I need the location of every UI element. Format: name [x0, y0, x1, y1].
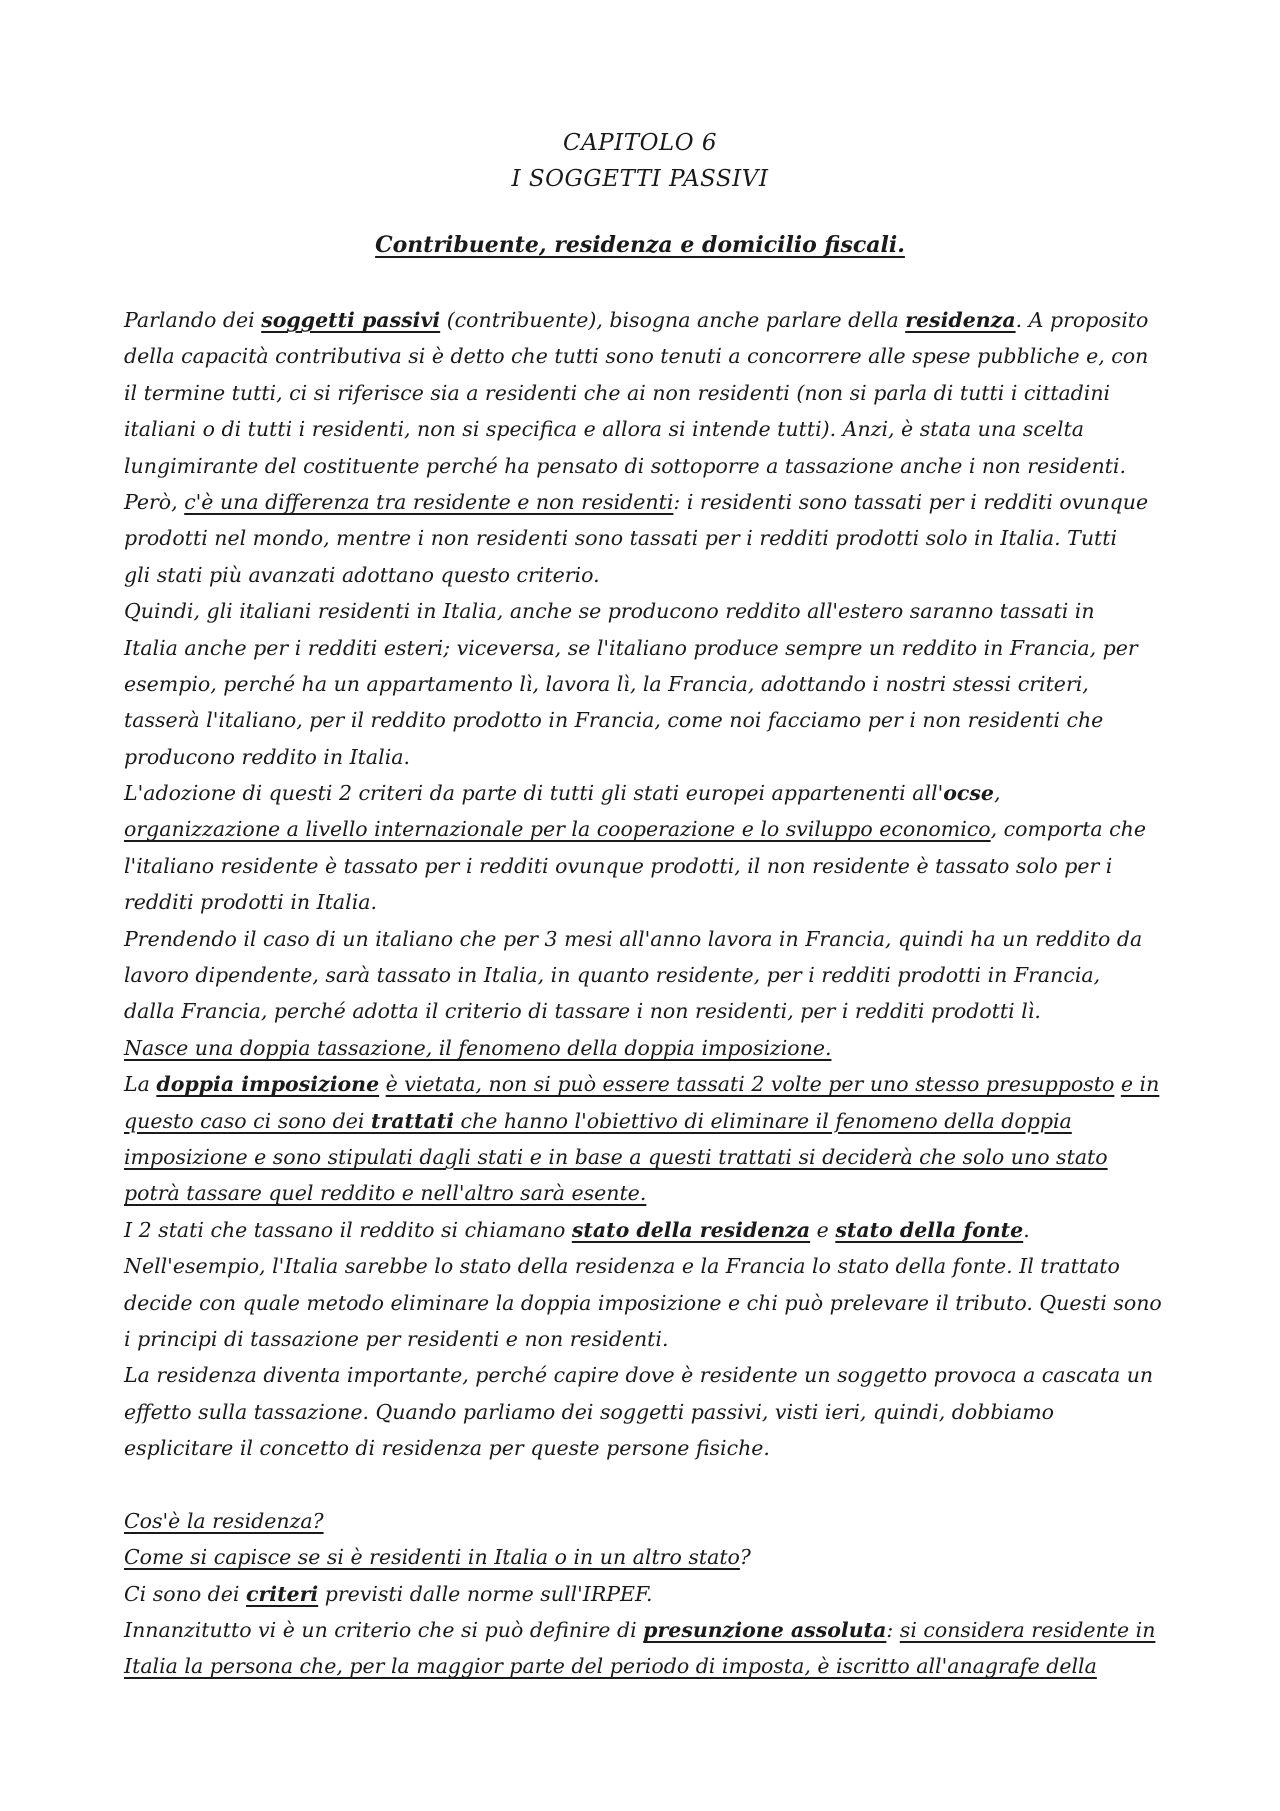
text-line [124, 921, 1174, 957]
text-span: residenza [905, 308, 1016, 332]
text-span: La [124, 1072, 157, 1097]
text-span: imposizione e sono stipulati dagli stati e in base a questi trattati si deciderà che solo uno stato [124, 1144, 1108, 1169]
text-line [124, 630, 1174, 666]
text-span: . [1023, 1217, 1030, 1242]
text-span: I 2 stati che tassano il reddito si chiamano [124, 1217, 572, 1242]
text-span: Prendendo il caso di un italiano che per 3 mesi all'anno lavora in Francia, quindi ha un reddito da [124, 926, 1143, 951]
text-span: Nasce una doppia tassazione, il fenomeno della doppia imposizione. [124, 1035, 832, 1060]
text-span: . A proposito [1015, 308, 1149, 332]
text-line [124, 1285, 1174, 1321]
text-span: è vietata, non si può essere tassati 2 volte per uno stesso presupposto [385, 1072, 1115, 1097]
section-title: Contribuente, residenza e domicilio fiscali. [375, 232, 905, 258]
text-line [124, 520, 1174, 556]
text-span: dalla Francia, perché adotta il criterio di tassare i non residenti, per i redditi prodotti lì. [124, 999, 1041, 1024]
text-span: della capacità contributiva si è detto che tutti sono tenuti a concorrere alle spese pubbliche e, con [124, 344, 1149, 369]
text-line [124, 1648, 1174, 1684]
text-span: : [886, 1618, 900, 1643]
text-span: criteri [246, 1581, 319, 1606]
text-line [124, 1539, 1174, 1575]
text-span: soggetti passivi [261, 308, 441, 332]
blank-line [124, 1467, 1174, 1503]
text-span: Italia la persona che, per la maggior parte del periodo di imposta, è iscritto all'anagrafe della [124, 1654, 1097, 1679]
text-line [124, 1503, 1174, 1539]
text-span: stato della fonte [835, 1217, 1024, 1242]
text-span: c'è una differenza tra residente e non residenti [184, 489, 674, 514]
text-span: L'adozione di questi 2 criteri da parte di tutti gli stati europei appartenenti all' [124, 781, 944, 806]
text-line [124, 811, 1174, 847]
text-line [124, 593, 1174, 629]
text-line [124, 484, 1174, 520]
text-line [124, 338, 1174, 374]
text-line [124, 775, 1174, 811]
text-span: doppia imposizione [156, 1072, 380, 1097]
text-span: : i residenti sono tassati per i redditi ovunque [673, 489, 1149, 514]
text-span: previsti dalle norme sull'IRPEF. [318, 1581, 653, 1606]
text-span: gli stati più avanzati adottano questo criterio. [124, 562, 600, 587]
text-line [124, 448, 1174, 484]
text-line [124, 848, 1174, 884]
text-span: Cos'è la residenza? [124, 1508, 324, 1533]
text-line [124, 1248, 1174, 1284]
text-span: Parlando dei [124, 308, 262, 332]
text-line [124, 1139, 1174, 1175]
text-span: Nell'esempio, l'Italia sarebbe lo stato della residenza e la Francia lo stato della fonte. Il trattato [124, 1254, 1120, 1279]
text-span: e in [1120, 1072, 1160, 1097]
text-span: Come si capisce se si è residenti in Italia o in un altro stato [124, 1545, 740, 1570]
text-line [124, 666, 1174, 702]
text-span: prodotti nel mondo, mentre i non residenti sono tassati per i redditi prodotti solo in Italia. Tutti [124, 526, 1118, 551]
text-span: esempio, perché ha un appartamento lì, lavora lì, la Francia, adottando i nostri stessi criteri, [124, 671, 1089, 696]
text-span: producono reddito in Italia. [124, 744, 410, 769]
text-span: lavoro dipendente, sarà tassato in Italia, in quanto residente, per i redditi prodotti in Francia, [124, 963, 1101, 988]
text-span: tasserà l'italiano, per il reddito prodotto in Francia, come noi facciamo per i non residenti che [124, 708, 1104, 733]
text-line [124, 411, 1174, 447]
text-span: Quindi, gli italiani residenti in Italia, anche se producono reddito all'estero saranno tassati in [124, 599, 1095, 624]
text-span: ocse [943, 781, 994, 806]
text-span: l'italiano residente è tassato per i redditi ovunque prodotti, il non residente è tassato solo per i [124, 853, 1113, 878]
chapter-number: CAPITOLO 6 [562, 130, 718, 156]
text-line [124, 1357, 1174, 1393]
text-span: questo caso ci sono dei [124, 1108, 371, 1133]
text-span: il termine tutti, ci si riferisce sia a residenti che ai non residenti (non si parla di tutti i cittadini [124, 380, 1111, 405]
text-span: , comporta che [990, 817, 1146, 842]
text-line [124, 1030, 1174, 1066]
text-span: Ci sono dei [124, 1581, 247, 1606]
text-line [124, 1212, 1174, 1248]
text-line [124, 993, 1174, 1029]
text-line [124, 957, 1174, 993]
text-line [124, 557, 1174, 593]
text-line [124, 375, 1174, 411]
text-line [124, 1066, 1174, 1102]
text-span: La residenza diventa importante, perché capire dove è residente un soggetto provoca a cascata un [124, 1363, 1154, 1388]
text-span: , [993, 781, 1001, 806]
text-span: organizzazione a livello internazionale per la cooperazione e lo sviluppo economico [124, 817, 991, 842]
text-span: presunzione assoluta [643, 1618, 887, 1643]
text-line [124, 1612, 1174, 1648]
text-line [124, 302, 1174, 338]
text-line [124, 739, 1174, 775]
text-span: trattati [370, 1108, 454, 1133]
text-span: Italia anche per i redditi esteri; viceversa, se l'italiano produce sempre un reddito in Francia, per [124, 635, 1138, 660]
text-span: esplicitare il concetto di residenza per queste persone fisiche. [124, 1436, 770, 1461]
text-span: decide con quale metodo eliminare la doppia imposizione e chi può prelevare il tributo. Questi sono [124, 1290, 1162, 1315]
text-span: stato della residenza [571, 1217, 811, 1242]
text-span: Innanzitutto vi è un criterio che si può definire di [124, 1618, 644, 1643]
text-span: potrà tassare quel reddito e nell'altro sarà esente. [124, 1181, 647, 1206]
text-span: e [810, 1217, 836, 1242]
text-line [124, 1175, 1174, 1211]
text-span: ? [739, 1545, 751, 1570]
text-span: italiani o di tutti i residenti, non si specifica e allora si intende tutti). Anzi, è stata una scelta [124, 417, 1084, 442]
text-line [124, 1103, 1174, 1139]
text-line [124, 1576, 1174, 1612]
text-span: effetto sulla tassazione. Quando parliamo dei soggetti passivi, visti ieri, quindi, dobbiamo [124, 1399, 1055, 1424]
text-span: lungimirante del costituente perché ha pensato di sottoporre a tassazione anche i non residenti. [124, 453, 1126, 478]
text-line [124, 1321, 1174, 1357]
chapter-title: I SOGGETTI PASSIVI [511, 166, 769, 192]
text-span: che hanno l'obiettivo di eliminare il fenomeno della doppia [454, 1108, 1072, 1133]
text-line [124, 1394, 1174, 1430]
text-span: redditi prodotti in Italia. [124, 890, 378, 915]
text-span: i principi di tassazione per residenti e non residenti. [124, 1326, 669, 1351]
text-line [124, 702, 1174, 738]
text-span: si considera residente in [899, 1618, 1156, 1643]
body-text [124, 302, 1174, 1685]
text-line [124, 884, 1174, 920]
text-span: (contribuente), bisogna anche parlare della [440, 308, 906, 332]
text-line [124, 1430, 1174, 1466]
text-span: Però, [124, 489, 185, 514]
